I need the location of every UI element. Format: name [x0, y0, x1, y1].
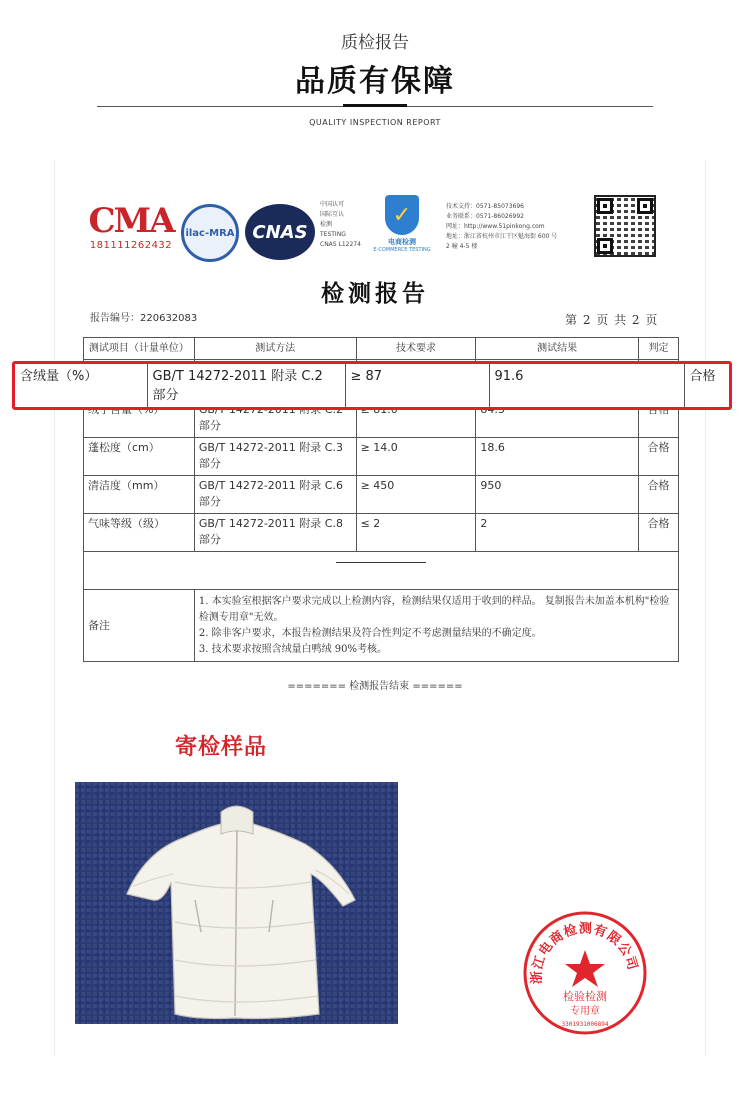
company-seal	[520, 908, 650, 1038]
contact-line: 业务联系：0571-86026992	[446, 213, 524, 220]
cma-logo-letters: CMA	[88, 201, 174, 241]
highlight-item: 含绒量（%）	[15, 364, 147, 408]
column-header: 测试结果	[476, 338, 639, 360]
ilac-mra-logo: ilac-MRA	[181, 204, 239, 262]
shield-check-icon: ✓	[385, 195, 419, 235]
cnas-caption-line: 检测	[320, 221, 333, 228]
down-coat-image	[75, 782, 398, 1024]
table-spacer-row	[84, 552, 679, 590]
test-requirement: ≥ 450	[356, 476, 476, 514]
contact-line: 地址：浙江省杭州市江干区魁海街 600 号	[446, 233, 558, 240]
contact-line: 网址：http://www.51pinkong.com	[446, 223, 545, 230]
test-result: 2	[476, 514, 639, 552]
report-end-marker: ======= 检测报告结束 ======	[287, 681, 463, 692]
cma-logo	[88, 201, 174, 256]
highlight-result: 91.6	[489, 364, 684, 408]
column-header: 测试项目（计量单位）	[84, 338, 195, 360]
test-item: 气味等级（级）	[84, 514, 195, 552]
table-row	[84, 514, 679, 552]
svg-text:专用章: 专用章	[570, 1006, 600, 1017]
column-header: 测试方法	[194, 338, 356, 360]
signature-line	[336, 562, 426, 563]
test-item: 蓬松度（cm）	[84, 438, 195, 476]
highlight-method: GB/T 14272-2011 附录 C.2 部分	[147, 364, 345, 408]
header-small-title: 质检报告	[341, 33, 409, 53]
test-verdict: 合格	[639, 476, 679, 514]
test-verdict: 合格	[639, 438, 679, 476]
notes-label: 备注	[84, 590, 195, 662]
test-verdict: 合格	[639, 514, 679, 552]
cnas-logo: CNAS	[245, 204, 315, 260]
notes-list	[194, 590, 678, 662]
cnas-caption-line: 中国认可	[320, 201, 345, 208]
cma-logo-number: 181111262432	[89, 240, 173, 251]
report-number: 报告编号：220632083	[90, 313, 198, 324]
svg-text:浙江电商检测有限公司: 浙江电商检测有限公司	[529, 921, 640, 985]
highlight-requirement: ≥ 87	[345, 364, 489, 408]
page-number: 第 2 页 共 2 页	[565, 313, 659, 327]
test-method: GB/T 14272-2011 附录 C.6 部分	[194, 476, 356, 514]
header-subtitle-en: QUALITY INSPECTION REPORT	[309, 118, 441, 127]
test-requirement: ≤ 2	[356, 514, 476, 552]
svg-text:3301931006894: 3301931006894	[561, 1021, 609, 1028]
test-method: 部分	[194, 400, 356, 438]
report-title: 检测报告	[321, 280, 429, 307]
column-header: 判定	[639, 338, 679, 360]
cnas-caption-line: 国际互认	[320, 211, 345, 218]
svg-text:检验检测: 检验检测	[563, 990, 607, 1003]
test-method: GB/T 14272-2011 附录 C.3 部分	[194, 438, 356, 476]
header-big-title: 品质有保障	[295, 64, 455, 99]
test-item: 清洁度（mm）	[84, 476, 195, 514]
table-header-row	[84, 338, 679, 360]
table-row	[84, 476, 679, 514]
shield-subtitle: E-COMMERCE TESTING	[373, 247, 431, 253]
cnas-caption	[320, 200, 380, 250]
table-row	[84, 438, 679, 476]
contact-info	[446, 202, 586, 252]
highlighted-result-row	[12, 361, 732, 410]
cnas-caption-line: TESTING	[320, 231, 346, 238]
contact-line: 2 幢 4-5 楼	[446, 243, 478, 250]
page-header	[0, 0, 750, 140]
sample-title: 寄检样品	[175, 735, 268, 760]
header-divider-accent	[343, 104, 407, 107]
ecommerce-testing-logo	[372, 195, 432, 253]
qr-code-icon	[594, 195, 656, 257]
highlight-verdict: 合格	[689, 369, 716, 384]
contact-line: 技术支持：0571-85073696	[446, 203, 524, 210]
note-item: 2. 除非客户要求，本报告检测结果及符合性判定不考虑测量结果的不确定度。	[198, 627, 542, 639]
test-method: GB/T 14272-2011 附录 C.8 部分	[194, 514, 356, 552]
note-item: 3. 技术要求按照含绒量白鸭绒 90%考核。	[198, 643, 387, 655]
notes-row	[84, 590, 679, 662]
cnas-caption-line: CNAS L12274	[320, 241, 361, 248]
test-requirement: ≥ 14.0	[356, 438, 476, 476]
column-header: 技术要求	[356, 338, 476, 360]
test-result: 950	[476, 476, 639, 514]
test-result: 18.6	[476, 438, 639, 476]
note-item: 1. 本实验室根据客户要求完成以上检测内容，检测结果仅适用于收到的样品。 复制报告未加盖本机构"检验检测专用章"无效。	[198, 595, 670, 623]
shield-title: 电商检测	[388, 238, 416, 246]
sample-coat-photo	[75, 782, 398, 1024]
